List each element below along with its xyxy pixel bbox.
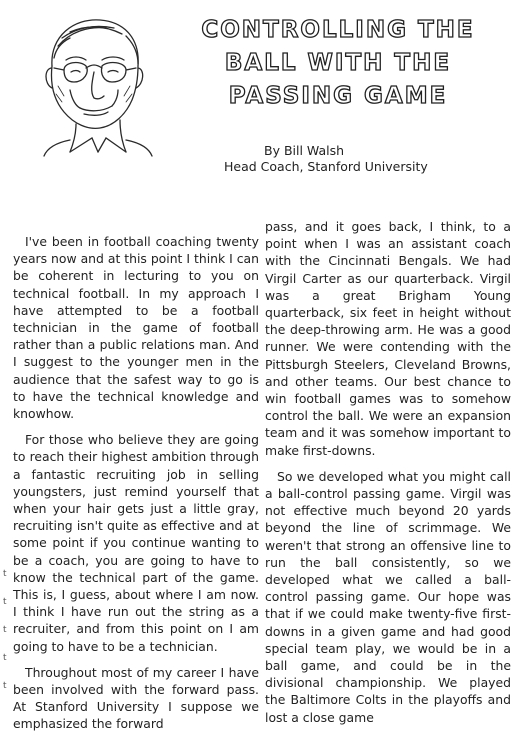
paragraph: So we developed what you might call a ball-control passing game. Virgil was not effective much beyond 20 yards beyond the line of scrimmage. We weren't that strong an offensive line to run the ball consistently, so we developed what we called a ball-control passing game. Our hope was that if we could make twenty-five first-downs in a given game and had good special team play, we would be in a ball game, and could be in the divisional championship. We played the Baltimore Colts in the playoffs and lost a close game	[265, 468, 511, 725]
paragraph: I've been in football coaching twenty years now and at this point I think I can be coherent in lecturing to you on technical football. In my approach I have attempted to be a football technician in the game of football rather than a public relations man. And I suggest to the younger men in the audience that the safest way to go is to have the technical knowledge and knowhow.	[13, 234, 259, 422]
author-role: Head Coach, Stanford University	[224, 159, 428, 174]
author-name: By Bill Walsh	[264, 143, 345, 158]
title-line-1: CONTROLLING THE	[201, 17, 475, 43]
article-title	[172, 14, 504, 113]
paragraph: For those who believe they are going to reach their highest ambition through a fantastic recruiting job in selling youngsters, just remind yourself that when your hair gets just a little gray, recruiting isn't quite as effective and at some point if you continue wanting to be a coach, you are going to have to know the technical part of the game. This is, I guess, about where I am now. I think I have run out the string as a recruiter, and from this point on I am going to have to be a technician.	[13, 432, 259, 654]
margin-mark: t	[3, 597, 7, 607]
paragraph: Throughout most of my career I have been involved with the forward pass. At Stanford University I suppose we emphasized the forward	[13, 664, 259, 732]
author-portrait-sketch	[14, 6, 164, 156]
paragraph: pass, and it goes back, I think, to a point when I was an assistant coach with the Cincinnati Bengals. We had Virgil Carter as our quarterback. Virgil was a great Brigham Young quarterback, six feet in height without the deep-throwing arm. He was a good runner. We were contending with the Pittsburgh Steelers, Cleveland Browns, and other teams. Our best chance to win football games was to somehow control the ball. We were an expansion team and it was somehow important to make first-downs.	[265, 219, 511, 458]
margin-marks	[3, 560, 11, 700]
title-line-3: PASSING GAME	[228, 83, 448, 109]
left-column	[13, 233, 259, 732]
margin-mark: t	[3, 653, 7, 663]
byline	[224, 143, 514, 175]
margin-mark: t	[3, 625, 7, 635]
title-line-2: BALL WITH THE	[224, 50, 452, 76]
right-column	[265, 218, 511, 723]
margin-mark: t	[3, 681, 7, 691]
margin-mark: t	[3, 569, 7, 579]
